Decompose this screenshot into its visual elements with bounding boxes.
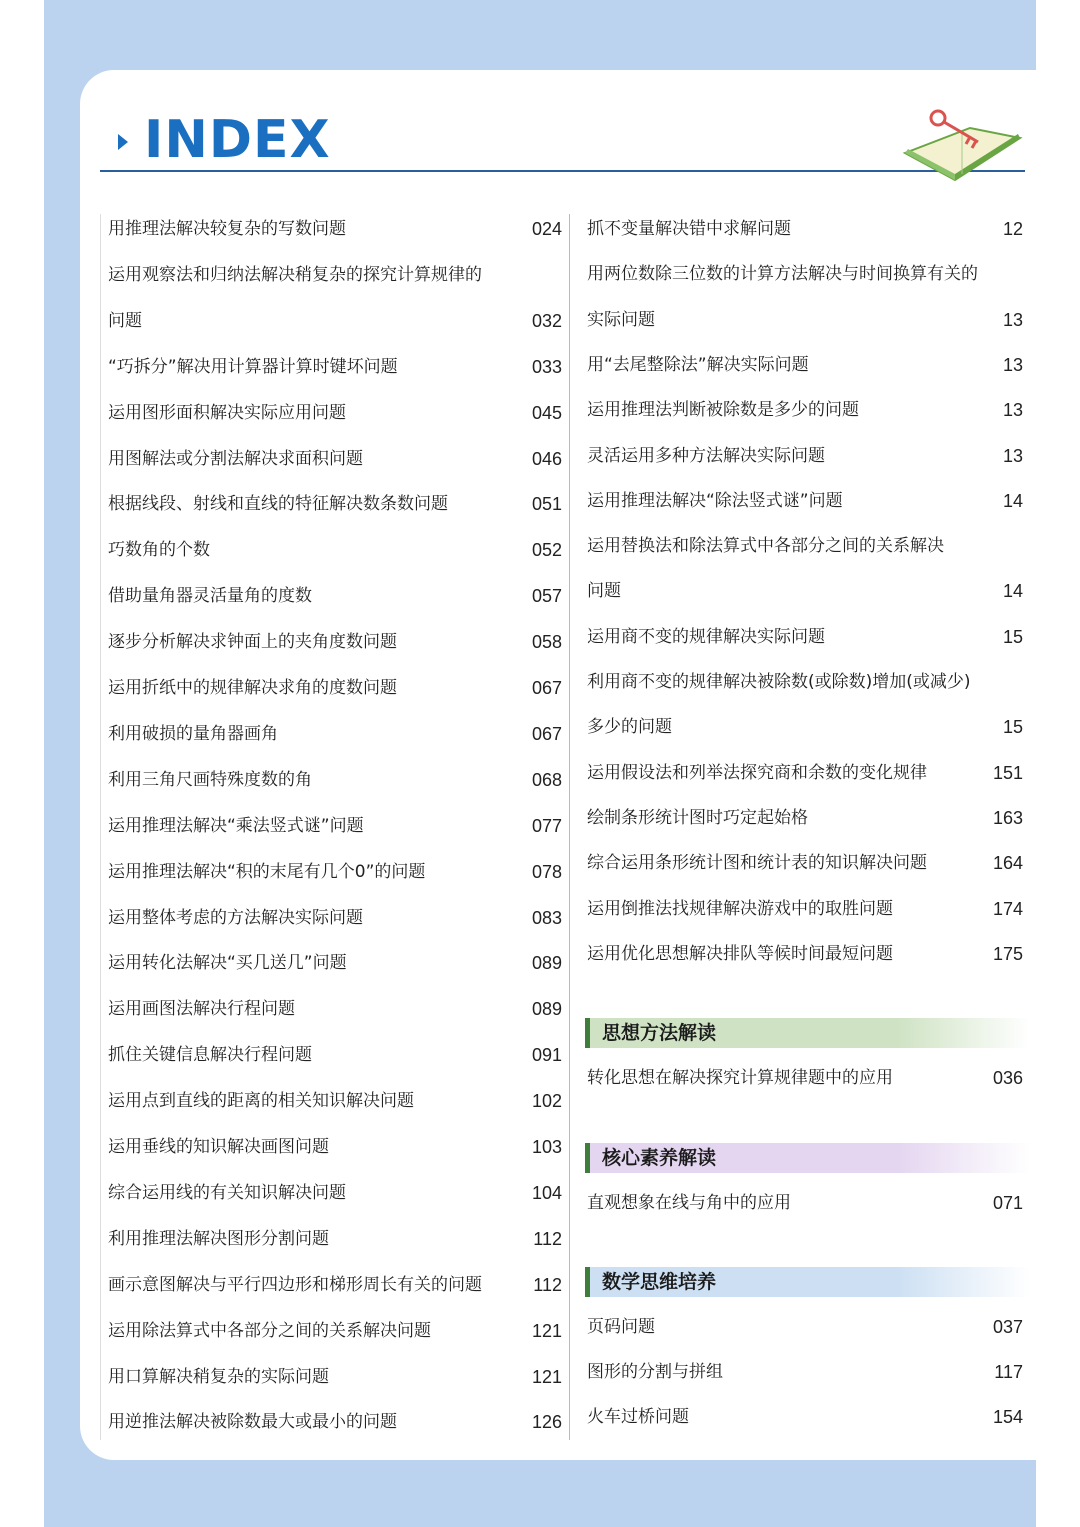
entry-title: 借助量角器灵活量角的度数 xyxy=(108,586,312,607)
entry-page-number: 13 xyxy=(1002,400,1023,421)
index-entry[interactable] xyxy=(587,487,1023,515)
section-header xyxy=(585,1267,1030,1297)
entry-page-number: 037 xyxy=(992,1317,1023,1337)
entry-page-number: 051 xyxy=(531,494,562,515)
entry-page-number: 121 xyxy=(531,1320,562,1341)
entry-page-number: 083 xyxy=(531,907,562,928)
entry-title: 综合运用条形统计图和统计表的知识解决问题 xyxy=(587,853,927,874)
page-title: INDEX xyxy=(144,110,331,170)
entry-page-number: 052 xyxy=(531,540,562,561)
entry-page-number: 024 xyxy=(531,219,562,239)
entry-page-number: 126 xyxy=(531,1412,562,1433)
index-entry[interactable] xyxy=(587,940,1023,968)
index-entry[interactable] xyxy=(587,895,1023,923)
entry-page-number: 046 xyxy=(531,448,562,469)
entry-title: 逐步分析解决求钟面上的夹角度数问题 xyxy=(108,632,397,653)
entry-title: 实际问题 xyxy=(587,309,655,330)
entry-title: 用图解法或分割法解决求面积问题 xyxy=(108,448,363,469)
entry-page-number: 032 xyxy=(531,310,562,331)
column-divider xyxy=(569,214,570,1440)
index-entry[interactable] xyxy=(108,1087,562,1115)
entry-page-number: 117 xyxy=(994,1362,1023,1382)
title-underline xyxy=(100,170,1025,172)
entry-title: 利用三角尺画特殊度数的角 xyxy=(108,769,312,790)
index-entry[interactable] xyxy=(108,261,562,289)
index-entry[interactable] xyxy=(108,582,562,610)
entry-page-number: 102 xyxy=(531,1091,562,1112)
entry-title: 运用折纸中的规律解决求角的度数问题 xyxy=(108,678,397,698)
entry-page-number: 13 xyxy=(1002,354,1023,375)
entry-page-number: 14 xyxy=(1002,581,1023,602)
index-entry[interactable] xyxy=(587,442,1023,470)
entry-page-number: 112 xyxy=(533,1228,562,1249)
index-entry[interactable] xyxy=(108,1317,562,1345)
index-entry[interactable] xyxy=(108,858,562,886)
entry-title: 巧数角的个数 xyxy=(108,540,210,561)
key-and-book-icon xyxy=(900,108,1025,188)
index-entry[interactable] xyxy=(108,445,562,473)
entry-title: 用口算解决稍复杂的实际问题 xyxy=(108,1366,329,1387)
entry-page-number: 058 xyxy=(531,632,562,653)
entry-page-number: 057 xyxy=(531,586,562,607)
entry-title: 运用替换法和除法算式中各部分之间的关系解决 xyxy=(587,536,944,557)
entry-page-number: 071 xyxy=(992,1193,1023,1213)
entry-page-number: 067 xyxy=(531,678,562,698)
entry-page-number: 104 xyxy=(531,1182,562,1203)
entry-title: 运用推理法判断被除数是多少的问题 xyxy=(587,400,859,421)
index-entry[interactable] xyxy=(587,577,1023,605)
index-entry[interactable] xyxy=(108,766,562,794)
entry-page-number: 091 xyxy=(531,1045,562,1066)
entry-page-number: 163 xyxy=(992,807,1023,828)
entry-page-number: 067 xyxy=(531,723,562,744)
entry-title: 画示意图解决与平行四边形和梯形周长有关的问题 xyxy=(108,1274,482,1295)
entry-title: 利用商不变的规律解决被除数(或除数)增加(或减少) xyxy=(587,672,971,692)
entry-title: 图形的分割与拼组 xyxy=(587,1362,723,1382)
entry-page-number: 164 xyxy=(992,853,1023,874)
index-entry[interactable] xyxy=(108,720,562,748)
entry-title: 运用推理法解决“除法竖式谜”问题 xyxy=(587,490,843,511)
entry-page-number: 13 xyxy=(1002,309,1023,330)
section-header xyxy=(585,1018,1030,1048)
entry-title: 运用点到直线的距离的相关知识解决问题 xyxy=(108,1091,414,1112)
left-margin-line xyxy=(100,214,101,1440)
index-entry[interactable] xyxy=(108,1363,562,1391)
entry-page-number: 151 xyxy=(992,762,1023,783)
index-entry[interactable] xyxy=(108,1133,562,1161)
entry-page-number: 121 xyxy=(531,1366,562,1387)
entry-title: 页码问题 xyxy=(587,1317,655,1337)
index-entry[interactable] xyxy=(108,995,562,1023)
entry-title: 运用假设法和列举法探究商和余数的变化规律 xyxy=(587,762,927,783)
section-title: 思想方法解读 xyxy=(602,1022,717,1044)
index-entry[interactable] xyxy=(587,623,1023,651)
entry-page-number: 033 xyxy=(531,356,562,377)
entry-title: 利用推理法解决图形分割问题 xyxy=(108,1228,329,1249)
index-entry[interactable] xyxy=(108,490,562,518)
index-entry[interactable] xyxy=(587,260,1023,288)
entry-title: 运用倒推法找规律解决游戏中的取胜问题 xyxy=(587,898,893,919)
entry-page-number: 15 xyxy=(1002,626,1023,647)
entry-title: 运用优化思想解决排队等候时间最短问题 xyxy=(587,943,893,964)
index-entry[interactable] xyxy=(108,1225,562,1253)
entry-page-number: 13 xyxy=(1002,445,1023,466)
section-title: 核心素养解读 xyxy=(602,1147,717,1169)
entry-title: 抓住关键信息解决行程问题 xyxy=(108,1045,312,1066)
entry-title: 运用垂线的知识解决画图问题 xyxy=(108,1137,329,1157)
index-entry[interactable] xyxy=(108,536,562,564)
entry-title: 根据线段、射线和直线的特征解决数条数问题 xyxy=(108,494,448,515)
index-entry[interactable] xyxy=(587,351,1023,379)
index-entry[interactable] xyxy=(587,804,1023,832)
entry-title: 用“去尾整除法”解决实际问题 xyxy=(587,354,809,375)
entry-title: “巧拆分”解决用计算器计算时键坏问题 xyxy=(108,356,398,377)
entry-title: 运用转化法解决“买几送几”问题 xyxy=(108,953,347,974)
entry-page-number: 174 xyxy=(992,898,1023,919)
index-entry[interactable] xyxy=(108,307,562,335)
entry-title: 灵活运用多种方法解决实际问题 xyxy=(587,445,825,466)
index-entry[interactable] xyxy=(108,904,562,932)
index-entry[interactable] xyxy=(108,215,562,243)
entry-page-number: 112 xyxy=(533,1274,562,1295)
entry-page-number: 077 xyxy=(531,815,562,836)
entry-title: 问题 xyxy=(108,310,142,331)
entry-page-number: 14 xyxy=(1002,490,1023,511)
entry-title: 用推理法解决较复杂的写数问题 xyxy=(108,219,346,239)
entry-title: 运用推理法解决“乘法竖式谜”问题 xyxy=(108,815,364,836)
index-entry[interactable] xyxy=(587,1189,1023,1217)
entry-page-number: 089 xyxy=(531,953,562,974)
entry-title: 运用画图法解决行程问题 xyxy=(108,999,295,1020)
entry-page-number: 175 xyxy=(992,943,1023,964)
entry-title: 利用破损的量角器画角 xyxy=(108,723,278,744)
entry-page-number: 078 xyxy=(531,861,562,882)
index-entry[interactable] xyxy=(108,1041,562,1069)
entry-title: 运用整体考虑的方法解决实际问题 xyxy=(108,907,363,928)
index-entry[interactable] xyxy=(108,353,562,381)
index-entry[interactable] xyxy=(108,1271,562,1299)
entry-title: 综合运用线的有关知识解决问题 xyxy=(108,1182,346,1203)
index-entry[interactable] xyxy=(108,812,562,840)
entry-page-number: 154 xyxy=(992,1407,1023,1427)
entry-title: 运用推理法解决“积的末尾有几个0”的问题 xyxy=(108,861,426,882)
index-entry[interactable] xyxy=(108,1179,562,1207)
index-entry[interactable] xyxy=(587,849,1023,877)
entry-title: 运用观察法和归纳法解决稍复杂的探究计算规律的 xyxy=(108,264,482,285)
entry-title: 直观想象在线与角中的应用 xyxy=(587,1193,791,1213)
index-entry[interactable] xyxy=(587,1064,1023,1092)
entry-page-number: 089 xyxy=(531,999,562,1020)
entry-title: 运用商不变的规律解决实际问题 xyxy=(587,626,825,647)
entry-title: 运用除法算式中各部分之间的关系解决问题 xyxy=(108,1320,431,1341)
entry-title: 火车过桥问题 xyxy=(587,1407,689,1427)
index-entry[interactable] xyxy=(587,532,1023,560)
entry-title: 转化思想在解决探究计算规律题中的应用 xyxy=(587,1068,893,1088)
index-entry[interactable] xyxy=(108,674,562,702)
index-entry[interactable] xyxy=(587,1358,1023,1386)
entry-title: 问题 xyxy=(587,581,621,602)
entry-page-number: 068 xyxy=(531,769,562,790)
index-entry[interactable] xyxy=(587,713,1023,741)
index-entry[interactable] xyxy=(587,668,1023,696)
index-entry[interactable] xyxy=(108,399,562,427)
index-entry[interactable] xyxy=(108,1408,562,1436)
index-entry[interactable] xyxy=(108,949,562,977)
entry-title: 运用图形面积解决实际应用问题 xyxy=(108,402,346,423)
index-entry[interactable] xyxy=(587,396,1023,424)
entry-page-number: 045 xyxy=(531,402,562,423)
index-entry[interactable] xyxy=(587,1403,1023,1431)
title-arrow-icon xyxy=(118,134,128,150)
section-title: 数学思维培养 xyxy=(602,1271,717,1293)
index-entry[interactable] xyxy=(108,628,562,656)
index-entry[interactable] xyxy=(587,1313,1023,1341)
index-entry[interactable] xyxy=(587,759,1023,787)
index-entry[interactable] xyxy=(587,306,1023,334)
entry-title: 抓不变量解决错中求解问题 xyxy=(587,219,791,239)
entry-title: 多少的问题 xyxy=(587,717,672,738)
entry-page-number: 103 xyxy=(531,1137,562,1157)
entry-page-number: 12 xyxy=(1002,219,1023,239)
entry-title: 用逆推法解决被除数最大或最小的问题 xyxy=(108,1412,397,1433)
entry-page-number: 036 xyxy=(992,1068,1023,1088)
entry-title: 绘制条形统计图时巧定起始格 xyxy=(587,807,808,828)
index-entry[interactable] xyxy=(587,215,1023,243)
section-header xyxy=(585,1143,1030,1173)
entry-title: 用两位数除三位数的计算方法解决与时间换算有关的 xyxy=(587,264,978,285)
entry-page-number: 15 xyxy=(1002,717,1023,738)
